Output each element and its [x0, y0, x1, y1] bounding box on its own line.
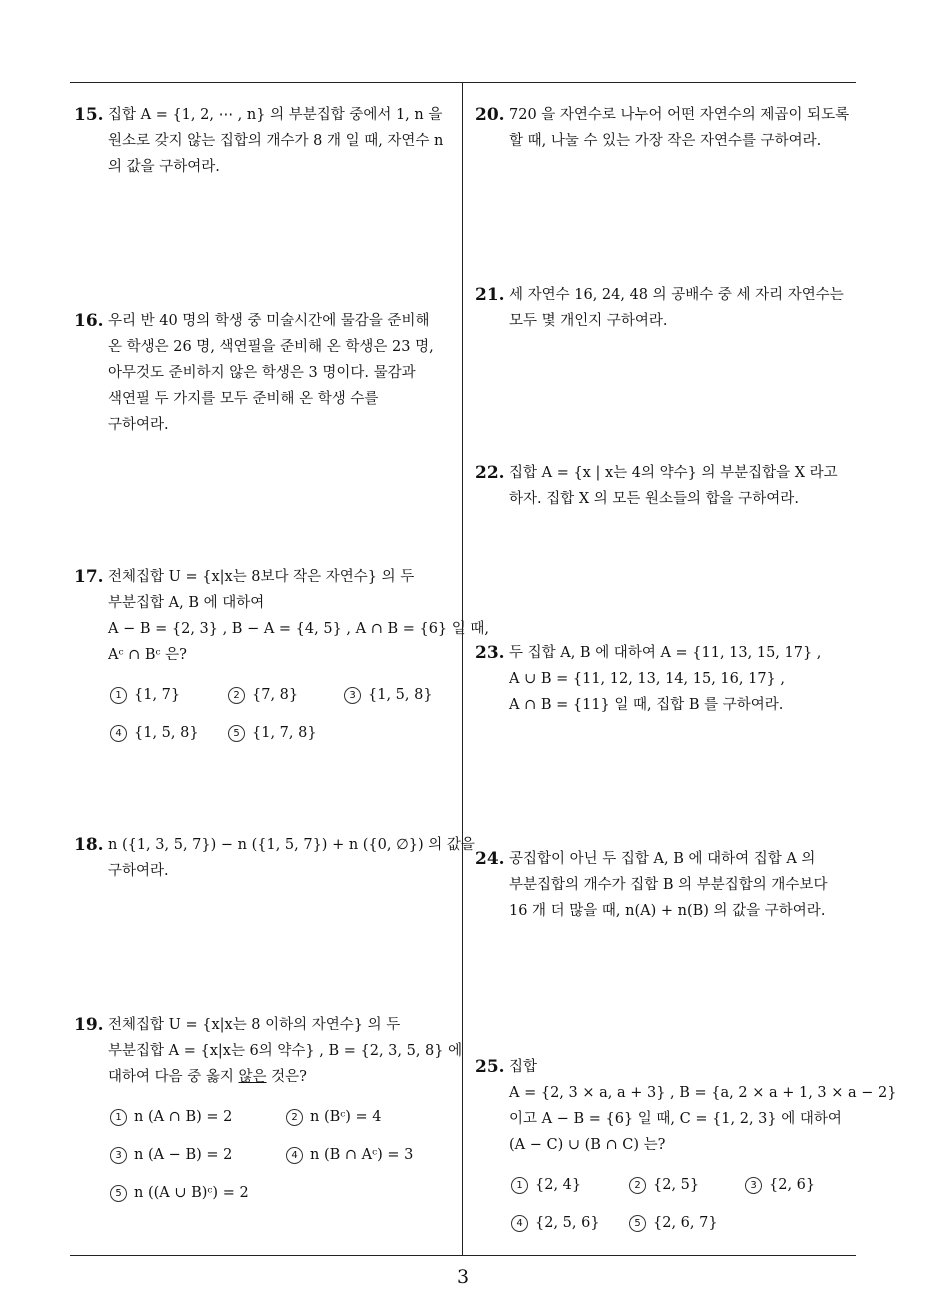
problem-text-line: 두 집합 A, B 에 대하여 A = {11, 13, 15, 17} , — [509, 645, 822, 661]
choice-row — [108, 1104, 456, 1130]
problem-text-line: 집합 — [509, 1059, 538, 1075]
problem-17 — [74, 564, 489, 746]
problem-text-line: A = {2, 3 × a, a + 3} , B = {a, 2 × a + 1, 3 × a − 2} — [509, 1085, 897, 1101]
underlined-word: 않은 — [238, 1069, 267, 1085]
problem-number: 18. — [74, 835, 104, 855]
page-number: 3 — [456, 1266, 470, 1288]
choice-1[interactable]: 1 {2, 4} — [511, 1172, 581, 1198]
problem-text-line: 색연필 두 가지를 모두 준비해 온 학생 수를 — [108, 391, 379, 407]
problem-text-line: 아무것도 준비하지 않은 학생은 3 명이다. 물감과 — [108, 365, 416, 381]
choice-row — [108, 1142, 456, 1168]
problem-number: 21. — [475, 285, 505, 305]
problem-number: 22. — [475, 463, 505, 483]
problem-21 — [475, 282, 857, 334]
problem-text-line: 원소로 갖지 않는 집합의 개수가 8 개 일 때, 자연수 n — [108, 133, 444, 149]
choice-4[interactable]: 4 n (B ∩ Aᶜ) = 3 — [286, 1142, 413, 1168]
problem-25 — [475, 1054, 897, 1236]
problem-text-line: 세 자연수 16, 24, 48 의 공배수 중 세 자리 자연수는 — [509, 287, 844, 303]
problem-text-line: Aᶜ ∩ Bᶜ 은? — [108, 647, 187, 663]
problem-number: 16. — [74, 311, 104, 331]
problem-text-line: 이고 A − B = {6} 일 때, C = {1, 2, 3} 에 대하여 — [509, 1111, 842, 1127]
choice-5[interactable]: 5 {2, 6, 7} — [629, 1210, 718, 1236]
problem-text-line: 구하여라. — [108, 417, 169, 433]
problem-text-line: 부분집합의 개수가 집합 B 의 부분집합의 개수보다 — [509, 877, 828, 893]
choice-3[interactable]: 3 n (A − B) = 2 — [110, 1142, 232, 1168]
problem-text-line: 온 학생은 26 명, 색연필을 준비해 온 학생은 23 명, — [108, 339, 434, 355]
choice-5[interactable]: 5 {1, 7, 8} — [228, 720, 317, 746]
problem-number: 15. — [74, 105, 104, 125]
choice-4[interactable]: 4 {1, 5, 8} — [110, 720, 199, 746]
problem-text-line: 전체집합 U = {x|x는 8 이하의 자연수} 의 두 — [108, 1017, 401, 1033]
problem-18 — [74, 832, 475, 884]
problem-23 — [475, 640, 857, 718]
problem-text-line: 구하여라. — [108, 863, 169, 879]
choice-row — [509, 1210, 857, 1236]
choice-4[interactable]: 4 {2, 5, 6} — [511, 1210, 600, 1236]
problem-text-line: 16 개 더 많을 때, n(A) + n(B) 의 값을 구하여라. — [509, 903, 826, 919]
choice-1[interactable]: 1 n (A ∩ B) = 2 — [110, 1104, 232, 1130]
problem-number: 23. — [475, 643, 505, 663]
problem-text-line: 전체집합 U = {x|x는 8보다 작은 자연수} 의 두 — [108, 569, 415, 585]
problem-text-line: 하자. 집합 X 의 모든 원소들의 합을 구하여라. — [509, 491, 799, 507]
problem-text-line: 모두 몇 개인지 구하여라. — [509, 313, 668, 329]
problem-text-line: 우리 반 40 명의 학생 중 미술시간에 물감을 준비해 — [108, 313, 430, 329]
problem-number: 24. — [475, 849, 505, 869]
choice-row — [108, 720, 456, 746]
problem-text-line: 집합 A = {1, 2, ⋯ , n} 의 부분집합 중에서 1, n 을 — [108, 107, 443, 123]
problem-text-line: A ∩ B = {11} 일 때, 집합 B 를 구하여라. — [509, 697, 784, 713]
choice-3[interactable]: 3 {1, 5, 8} — [344, 682, 433, 708]
choice-row — [108, 682, 456, 708]
problem-text-line: 공집합이 아닌 두 집합 A, B 에 대하여 집합 A 의 — [509, 851, 816, 867]
problem-text-line: A − B = {2, 3} , B − A = {4, 5} , A ∩ B = {6} 일 때, — [108, 621, 489, 637]
problem-20 — [475, 102, 857, 154]
problem-number: 25. — [475, 1057, 505, 1077]
choice-row — [509, 1172, 857, 1198]
problem-text-line: (A − C) ∪ (B ∩ C) 는? — [509, 1137, 666, 1153]
problem-15 — [74, 102, 456, 180]
choice-2[interactable]: 2 {7, 8} — [228, 682, 298, 708]
problem-text-line: n ({1, 3, 5, 7}) − n ({1, 5, 7}) + n ({0, ∅}) 의 값을 — [108, 837, 475, 853]
problem-number: 20. — [475, 105, 505, 125]
column-divider — [462, 82, 463, 1255]
bottom-rule — [70, 1255, 856, 1256]
problem-text-line: 720 을 자연수로 나누어 어떤 자연수의 제곱이 되도록 — [509, 107, 850, 123]
problem-22 — [475, 460, 857, 512]
problem-24 — [475, 846, 857, 924]
choice-5[interactable]: 5 n ((A ∪ B)ᶜ) = 2 — [110, 1180, 249, 1206]
top-rule — [70, 82, 856, 83]
choice-1[interactable]: 1 {1, 7} — [110, 682, 180, 708]
problem-text-line: 집합 A = {x | x는 4의 약수} 의 부분집합을 X 라고 — [509, 465, 838, 481]
problem-number: 17. — [74, 567, 104, 587]
problem-text-line: 대하여 다음 중 옳지 않은 것은? — [108, 1069, 307, 1085]
choice-3[interactable]: 3 {2, 6} — [745, 1172, 815, 1198]
problem-number: 19. — [74, 1015, 104, 1035]
choice-2[interactable]: 2 {2, 5} — [629, 1172, 699, 1198]
problem-19 — [74, 1012, 463, 1206]
problem-text-line: 부분집합 A, B 에 대하여 — [108, 595, 265, 611]
choice-2[interactable]: 2 n (Bᶜ) = 4 — [286, 1104, 382, 1130]
choice-row — [108, 1180, 456, 1206]
problem-text-line: 할 때, 나눌 수 있는 가장 작은 자연수를 구하여라. — [509, 133, 822, 149]
problem-text-line: 의 값을 구하여라. — [108, 159, 220, 175]
problem-16 — [74, 308, 456, 438]
problem-text-line: A ∪ B = {11, 12, 13, 14, 15, 16, 17} , — [509, 671, 785, 687]
problem-text-line: 부분집합 A = {x|x는 6의 약수} , B = {2, 3, 5, 8} 에 — [108, 1043, 463, 1059]
